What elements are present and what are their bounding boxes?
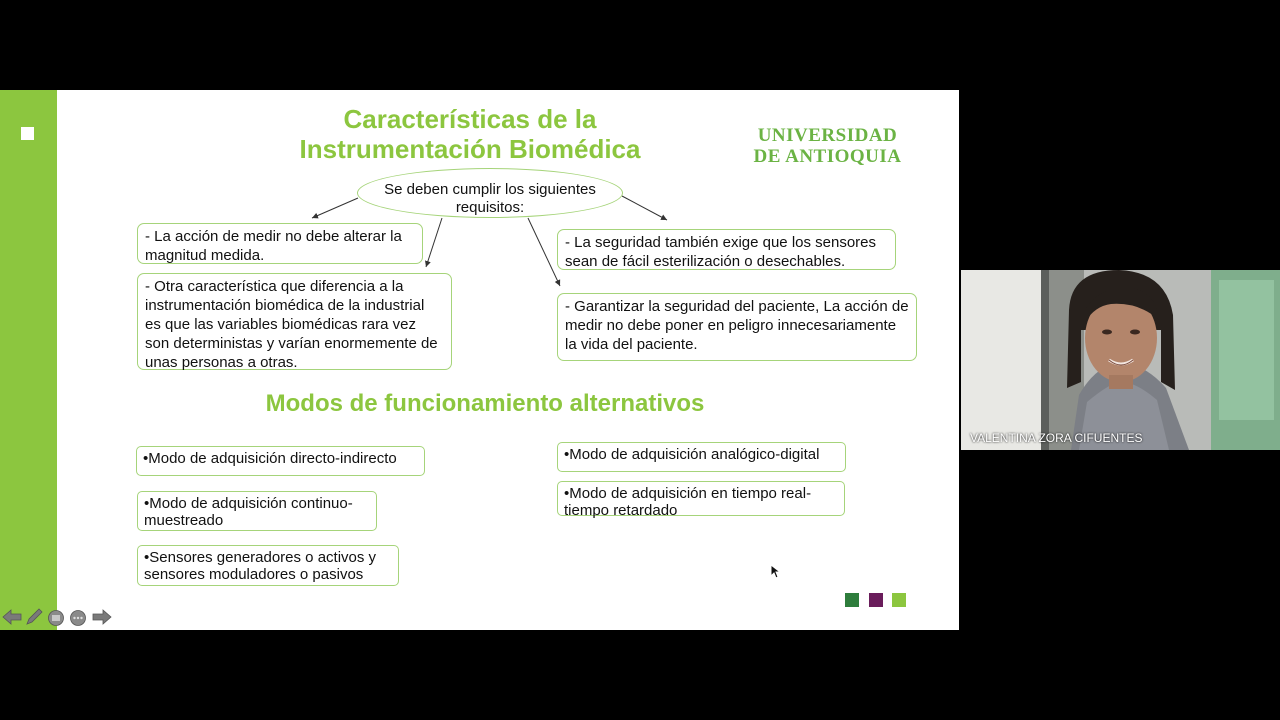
webcam-frame-image <box>961 270 1280 450</box>
participant-name: VALENTINA ZORA CIFUENTES <box>970 431 1143 445</box>
mode-box-3: •Sensores generadores o activos y sensores moduladores o pasivos <box>137 545 399 586</box>
mouse-cursor-icon <box>770 564 782 580</box>
mode-box-1: •Modo de adquisición directo-indirecto <box>136 446 425 476</box>
requirement-box-4: - Garantizar la seguridad del paciente, La acción de medir no debe poner en peligro innecesariamente la vida del paciente. <box>557 293 917 361</box>
slide-title-line2: Instrumentación Biomédica <box>299 134 641 164</box>
slides-icon[interactable] <box>47 609 65 627</box>
decor-square-purple <box>869 593 883 607</box>
arrow-right-icon[interactable] <box>92 609 112 625</box>
decor-square-light-green <box>892 593 906 607</box>
requirement-box-2: - Otra característica que diferencia a la instrumentación biomédica de la industrial es que las variables biomédicas rara vez son deterministas y varían enormemente de unas personas a otras. <box>137 273 452 370</box>
mode-box-2: •Modo de adquisición continuo-muestreado <box>137 491 377 531</box>
mode-box-5: •Modo de adquisición en tiempo real-tiempo retardado <box>557 481 845 516</box>
requirement-box-1: - La acción de medir no debe alterar la magnitud medida. <box>137 223 423 264</box>
presentation-slide <box>0 90 959 630</box>
slide-controls <box>2 607 114 627</box>
webcam-video <box>961 270 1280 450</box>
slide-title-line1: Características de la <box>343 104 597 134</box>
decor-square-dark-green <box>845 593 859 607</box>
arrow-left-icon[interactable] <box>2 609 22 625</box>
mode-box-4: •Modo de adquisición analógico-digital <box>557 442 846 472</box>
slide-subtitle: Modos de funcionamiento alternativos <box>265 390 705 417</box>
requirement-box-3: - La seguridad también exige que los sensores sean de fácil esterilización o desechables. <box>557 229 896 270</box>
pen-icon[interactable] <box>24 607 44 627</box>
requirements-intro: Se deben cumplir los siguientes requisitos: <box>384 181 596 216</box>
more-icon[interactable] <box>69 609 87 627</box>
university-logo-line1: UNIVERSIDAD <box>757 125 898 146</box>
university-logo-line2: DE ANTIOQUIA <box>753 146 902 167</box>
